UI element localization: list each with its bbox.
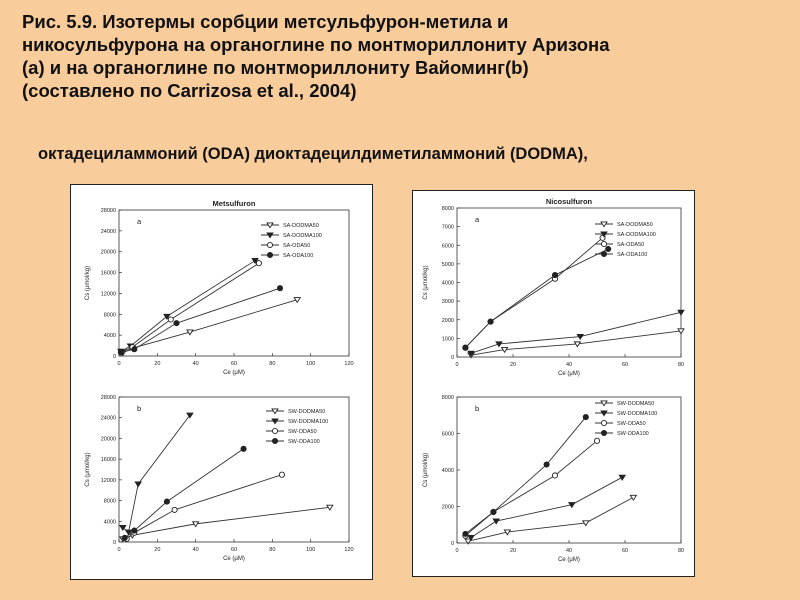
y-tick-label: 12000: [100, 291, 116, 298]
y-tick-label: 28000: [100, 395, 116, 401]
y-tick-label: 8000: [441, 206, 454, 212]
y-tick-label: 20000: [100, 436, 116, 443]
x-tick-label: 120: [344, 361, 354, 367]
series-line: [465, 417, 585, 534]
y-tick-label: 4000: [103, 519, 116, 526]
series-SW-DODMA100: [468, 475, 625, 540]
data-point: [132, 528, 137, 533]
y-tick-label: 20000: [100, 249, 116, 256]
plot-frame: [457, 208, 681, 357]
legend-entry: SW-DODMA50: [288, 409, 326, 415]
y-tick-label: 4000: [441, 280, 454, 287]
data-point: [619, 475, 625, 480]
series-SW-DODMA50: [120, 505, 333, 541]
plot-frame: [457, 397, 681, 543]
y-tick-label: 2000: [441, 504, 454, 511]
legend-entry: SA-ODA100: [283, 253, 314, 259]
chart-nic_a: [423, 197, 684, 377]
x-tick-label: 120: [344, 547, 354, 553]
legend-entry: SA-DODMA100: [617, 232, 656, 238]
panel-label: a: [137, 217, 142, 226]
data-point: [601, 430, 606, 435]
data-point: [168, 317, 173, 322]
x-tick-label: 20: [154, 361, 161, 367]
data-point: [132, 347, 137, 352]
x-tick-label: 60: [621, 548, 629, 554]
legend-entry: SW-ODA100: [617, 431, 649, 437]
series-line: [465, 441, 597, 536]
legend-entry: SW-DODMA50: [617, 401, 655, 407]
y-tick-label: 1000: [441, 336, 454, 343]
chart-title: Nicosulfuron: [545, 197, 593, 206]
series-line: [123, 415, 190, 532]
data-point: [630, 495, 636, 500]
data-point: [187, 413, 193, 418]
plot-frame: [119, 210, 349, 356]
y-tick-label: 24000: [100, 228, 116, 235]
series-SA-DODMA50: [120, 298, 300, 356]
legend-entry: SA-ODA50: [617, 242, 645, 248]
x-tick-label: 60: [230, 361, 238, 367]
y-tick-label: 3000: [441, 299, 454, 306]
x-axis-label: Ce (μM): [558, 371, 580, 377]
data-point: [463, 345, 468, 350]
series-SW-ODA50: [124, 472, 284, 541]
title-line: Рис. 5.9. Изотермы сорбции метсульфурон-метила и: [22, 11, 509, 32]
x-axis-label: Ce (μM): [223, 370, 245, 376]
series-line: [121, 261, 255, 352]
title-line: (a) и на органоглине по монтмориллониту Вайоминг(b): [22, 57, 529, 78]
y-tick-label: 0: [112, 540, 116, 546]
series-SA-ODA50: [118, 261, 261, 355]
x-tick-label: 40: [192, 361, 199, 367]
series-line: [123, 300, 297, 353]
y-axis-label: Cs (μmol/kg): [423, 452, 429, 488]
data-point: [122, 535, 127, 540]
y-tick-label: 2000: [441, 317, 454, 324]
y-tick-label: 4000: [103, 333, 116, 340]
x-tick-label: 80: [677, 362, 685, 368]
x-tick-label: 40: [192, 547, 199, 553]
y-tick-label: 16000: [100, 270, 116, 277]
data-point: [552, 272, 557, 277]
y-tick-label: 5000: [441, 261, 454, 268]
y-tick-label: 24000: [100, 415, 116, 422]
x-tick-label: 80: [677, 548, 685, 554]
data-point: [491, 509, 496, 514]
y-tick-label: 12000: [100, 477, 116, 484]
x-tick-label: 0: [117, 547, 121, 553]
panel-label: b: [475, 404, 480, 413]
series-line: [471, 477, 622, 537]
y-axis-label: Cs (μmol/kg): [85, 452, 91, 487]
legend-entry: SA-DODMA100: [283, 233, 322, 239]
data-point: [272, 438, 277, 443]
y-axis-label: Cs (μmol/kg): [85, 265, 91, 301]
series-SW-DODMA100: [120, 413, 193, 535]
data-point: [267, 242, 272, 247]
data-point: [174, 321, 179, 326]
y-tick-label: 16000: [100, 457, 116, 464]
y-tick-label: 8000: [103, 312, 116, 319]
series-line: [127, 475, 282, 539]
series-SW-ODA100: [463, 414, 589, 536]
y-tick-label: 28000: [100, 208, 116, 214]
x-tick-label: 40: [565, 548, 573, 554]
data-point: [277, 286, 282, 291]
legend-entry: SA-DODMA50: [617, 222, 653, 228]
x-tick-label: 20: [509, 548, 517, 554]
metsulfuron-figure-svg: [71, 185, 372, 579]
metsulfuron-figure-panel: [70, 184, 373, 580]
data-point: [267, 252, 272, 257]
x-tick-label: 0: [455, 548, 459, 554]
x-tick-label: 60: [230, 547, 238, 553]
x-tick-label: 80: [269, 547, 276, 553]
x-tick-label: 40: [565, 362, 573, 368]
title-line: (составлено по Carrizosa et al., 2004): [22, 80, 357, 101]
data-point: [279, 472, 284, 477]
x-tick-label: 0: [455, 362, 459, 368]
y-axis-label: Cs (μmol/kg): [423, 265, 429, 300]
data-point: [241, 446, 246, 451]
panel-label: b: [137, 404, 142, 413]
x-tick-label: 0: [117, 361, 121, 367]
x-axis-label: Ce (μM): [223, 556, 245, 562]
legend-entry: SW-ODA50: [617, 421, 646, 427]
legend-entry: SW-DODMA100: [288, 419, 329, 425]
series-line: [121, 288, 280, 352]
title-line: никосульфурона на органоглине по монтмориллониту Аризона: [22, 34, 610, 55]
legend-entry: SA-DODMA50: [283, 223, 319, 229]
data-point: [544, 462, 549, 467]
x-tick-label: 60: [621, 362, 629, 368]
y-tick-label: 6000: [441, 431, 454, 438]
series-SA-ODA100: [118, 286, 282, 355]
chart-met_a: [85, 199, 354, 376]
data-point: [172, 507, 177, 512]
x-axis-label: Ce (μM): [558, 557, 580, 563]
panel-label: a: [475, 215, 480, 224]
series-SA-ODA50: [463, 235, 605, 350]
data-point: [552, 473, 557, 478]
data-point: [164, 499, 169, 504]
data-point: [135, 482, 141, 487]
data-point: [594, 438, 599, 443]
data-point: [493, 519, 499, 524]
legend: [266, 409, 328, 445]
x-tick-label: 80: [269, 361, 276, 367]
chart-title: Metsulfuron: [212, 199, 256, 208]
legend-entry: SW-DODMA100: [617, 411, 658, 417]
y-tick-label: 8000: [441, 395, 454, 401]
series-SA-DODMA100: [468, 310, 684, 356]
data-point: [256, 261, 261, 266]
data-point: [601, 251, 606, 256]
series-line: [465, 238, 602, 348]
data-point: [272, 428, 277, 433]
series-SA-DODMA100: [118, 258, 258, 354]
x-tick-label: 100: [306, 361, 316, 367]
chart-met_b: [85, 395, 354, 562]
data-point: [601, 420, 606, 425]
y-tick-label: 4000: [441, 468, 454, 474]
legend-entry: SA-ODA50: [283, 243, 311, 249]
data-point: [463, 531, 468, 536]
y-tick-label: 0: [450, 355, 454, 361]
y-tick-label: 7000: [441, 224, 454, 231]
legend: [261, 223, 322, 259]
legend-entry: SA-ODA100: [617, 252, 648, 258]
series-line: [121, 263, 259, 352]
legend-entry: SW-ODA100: [288, 439, 320, 445]
chart-nic_b: [423, 395, 684, 563]
nicosulfuron-figure-panel: [412, 190, 695, 577]
data-point: [601, 241, 606, 246]
nicosulfuron-figure-svg: [413, 191, 694, 576]
series-line: [465, 249, 608, 348]
slide-title: [22, 10, 762, 102]
y-tick-label: 0: [112, 354, 116, 360]
data-point: [606, 246, 611, 251]
x-tick-label: 20: [509, 362, 517, 368]
legend-entry: SW-ODA50: [288, 429, 317, 435]
x-tick-label: 20: [154, 547, 161, 553]
series-line: [123, 507, 330, 539]
slide-subtitle: октадециламмоний (ODA) диоктадецилдиметиламмоний (DODMA),: [38, 145, 588, 163]
x-tick-label: 100: [306, 547, 316, 553]
data-point: [488, 319, 493, 324]
y-tick-label: 8000: [103, 498, 116, 505]
legend: [595, 401, 657, 437]
data-point: [583, 414, 588, 419]
y-tick-label: 6000: [441, 243, 454, 250]
series-SW-DODMA50: [465, 495, 636, 544]
y-tick-label: 0: [450, 541, 454, 547]
data-point: [118, 350, 123, 355]
